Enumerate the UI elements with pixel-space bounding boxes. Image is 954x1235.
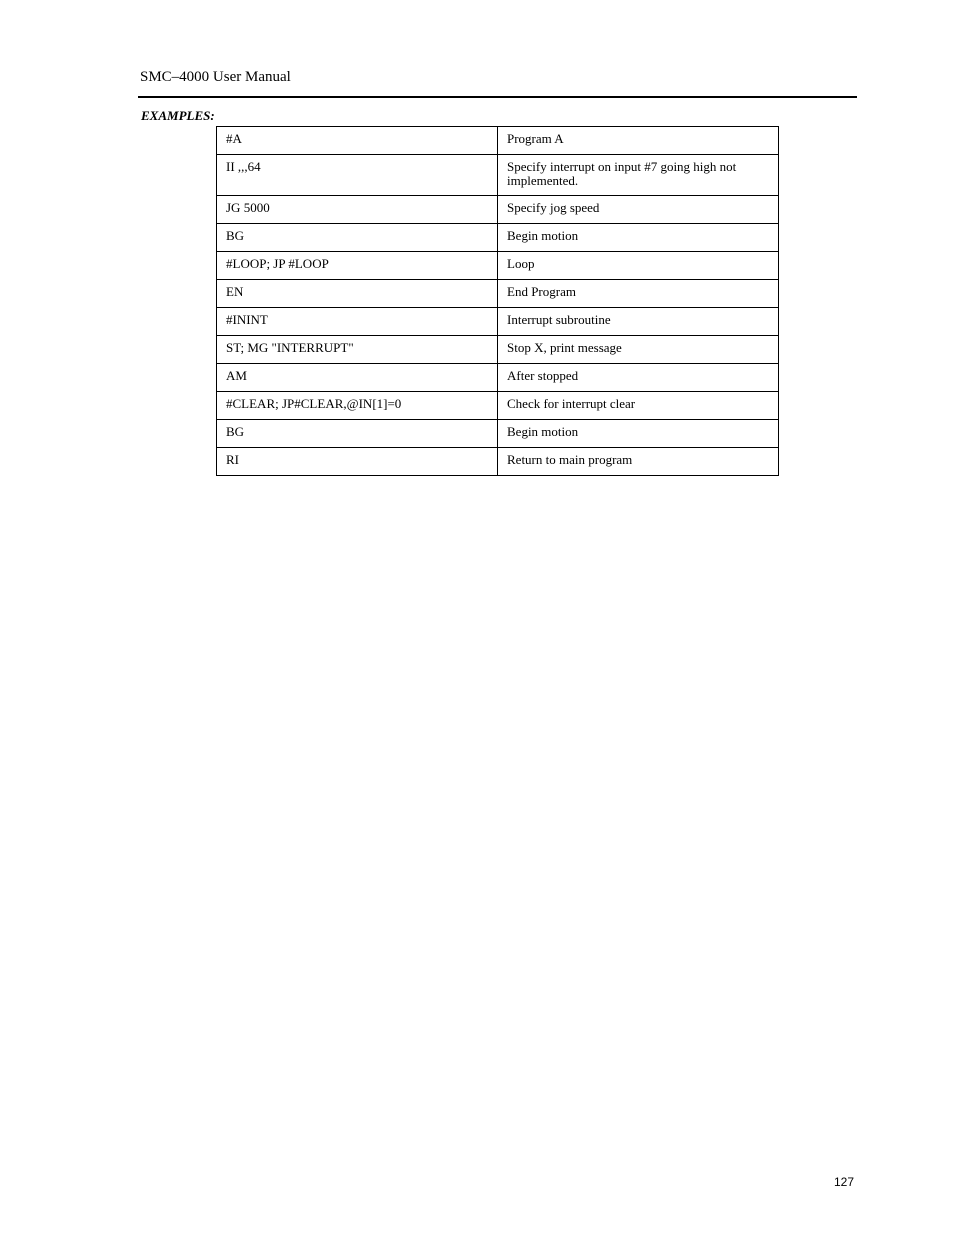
page-number: 127: [834, 1175, 855, 1189]
table-row: [217, 448, 779, 476]
command-cell: #ININT: [217, 308, 498, 336]
header-divider: [138, 96, 857, 98]
description-cell: End Program: [498, 280, 779, 308]
table-row: [217, 364, 779, 392]
running-header-title: SMC–4000 User Manual: [140, 69, 291, 85]
description-cell: Interrupt subroutine: [498, 308, 779, 336]
table-row: [217, 224, 779, 252]
description-cell: Specify jog speed: [498, 196, 779, 224]
table-row: [217, 196, 779, 224]
description-cell: Specify interrupt on input #7 going high not implemented.: [498, 155, 779, 196]
command-cell: EN: [217, 280, 498, 308]
table-row: [217, 336, 779, 364]
description-cell: Begin motion: [498, 420, 779, 448]
table-row: [217, 155, 779, 196]
description-cell: Stop X, print message: [498, 336, 779, 364]
command-cell: JG 5000: [217, 196, 498, 224]
examples-table: [216, 126, 779, 476]
description-cell: Program A: [498, 127, 779, 155]
description-cell: Return to main program: [498, 448, 779, 476]
table-row: [217, 392, 779, 420]
command-cell: AM: [217, 364, 498, 392]
command-cell: BG: [217, 420, 498, 448]
command-cell: #LOOP; JP #LOOP: [217, 252, 498, 280]
command-cell: #A: [217, 127, 498, 155]
command-cell: RI: [217, 448, 498, 476]
command-cell: ST; MG "INTERRUPT": [217, 336, 498, 364]
description-cell: Begin motion: [498, 224, 779, 252]
command-cell: #CLEAR; JP#CLEAR,@IN[1]=0: [217, 392, 498, 420]
examples-heading: EXAMPLES:: [141, 108, 215, 123]
description-cell: Check for interrupt clear: [498, 392, 779, 420]
table-row: [217, 308, 779, 336]
description-cell: After stopped: [498, 364, 779, 392]
table-row: [217, 252, 779, 280]
table-row: [217, 127, 779, 155]
table-row: [217, 420, 779, 448]
description-cell: Loop: [498, 252, 779, 280]
command-cell: II ,,,64: [217, 155, 498, 196]
command-cell: BG: [217, 224, 498, 252]
table-row: [217, 280, 779, 308]
